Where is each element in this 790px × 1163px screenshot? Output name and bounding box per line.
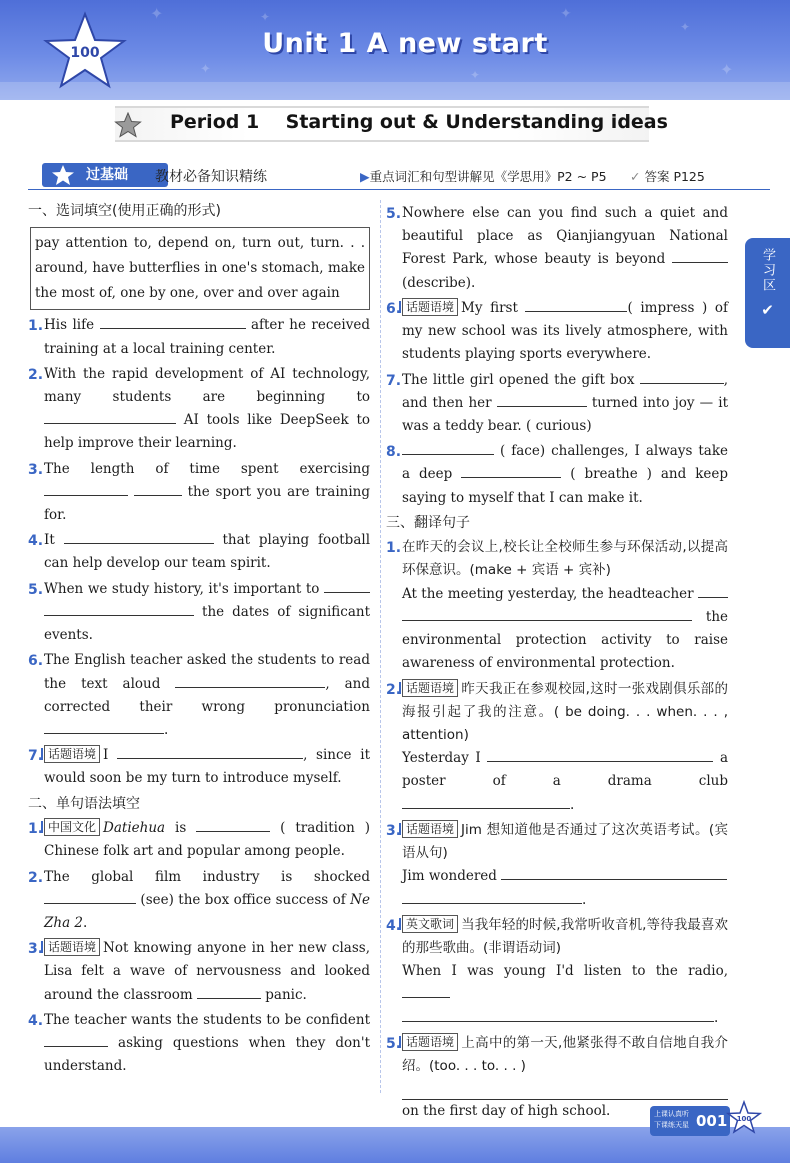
section-subtitle: 教材必备知识精练 <box>155 169 267 185</box>
answer-blank[interactable] <box>402 441 494 455</box>
topic-context-badge: 话题语境 <box>402 820 458 838</box>
translation-item: 2. 话题语境 昨天我正在参观校园,这时一张戏剧俱乐部的海报引起了我的注意。( be doing. . . when. . . , attention) Yesterday I a poster of a drama club . <box>386 680 729 813</box>
answer-blank[interactable] <box>402 607 692 621</box>
period-title: Period 1 Starting out & Understanding ideas <box>170 111 668 133</box>
column-divider <box>380 200 381 1093</box>
star-mascot-logo <box>726 1100 762 1136</box>
answer-blank[interactable] <box>640 370 724 384</box>
part3-heading: 三、翻译句子 <box>386 514 470 531</box>
part2-heading: 二、单句语法填空 <box>28 795 140 812</box>
answer-line[interactable] <box>402 1078 728 1100</box>
answer-blank[interactable] <box>497 393 587 407</box>
topic-context-badge: 话题语境 <box>402 679 458 697</box>
answer-blank[interactable] <box>402 890 582 904</box>
word-bank-line: the most of, one by one, over and over again <box>35 285 340 302</box>
study-area-tab: 学习区 ✔ <box>745 238 790 348</box>
answer-blank[interactable] <box>64 530 214 544</box>
answer-blank[interactable] <box>44 890 136 904</box>
question-item: 4. The teacher wants the students to be confident asking questions when they don't understand. <box>28 1011 371 1075</box>
answer-blank[interactable] <box>698 584 728 598</box>
answer-blank[interactable] <box>324 579 370 593</box>
word-bank <box>30 227 370 310</box>
topic-context-badge: 话题语境 <box>44 745 100 763</box>
translation-item: 5. 话题语境 上高中的第一天,他紧张得不敢自信地自我介绍。(too. . . to. . . ) on the first day of high school. <box>386 1034 728 1120</box>
question-item: 6. 话题语境 My first ( impress ) of my new school was its lively atmosphere, with students playing sports everywhere. <box>386 299 728 363</box>
answer-blank[interactable] <box>44 720 164 734</box>
chinese-culture-badge: 中国文化 <box>44 818 100 836</box>
checkmark-icon: ✓ <box>630 169 641 184</box>
footer-motto: 上课认真听 下课练天星 <box>654 1110 689 1129</box>
answer-blank[interactable] <box>487 748 713 762</box>
part1-heading: 一、选词填空(使用正确的形式) <box>28 203 221 219</box>
question-item: 5. Nowhere else can you find such a quiet and beautiful place as Qianjiangyuan National Forest Park, whose beauty is beyond (describe). <box>386 205 728 291</box>
answer-blank[interactable] <box>402 795 570 809</box>
mascot-icon <box>48 164 78 186</box>
answer-blank[interactable] <box>44 1033 108 1047</box>
star-icon <box>114 112 142 138</box>
answer-blank[interactable] <box>44 482 128 496</box>
answer-blank[interactable] <box>461 464 561 478</box>
question-item: 2. The global film industry is shocked (see) the box office success of Ne Zha 2. <box>28 868 370 931</box>
triangle-icon: ▶ <box>360 169 370 184</box>
answer-blank[interactable] <box>175 674 325 688</box>
word-bank-line: pay attention to, depend on, turn out, turn. . . <box>35 235 365 252</box>
section-tag: 过基础 <box>42 163 168 187</box>
answer-blank[interactable] <box>501 866 727 880</box>
translation-item: 4. 英文歌词 当我年轻的时候,我常听收音机,等待我最喜欢的那些歌曲。(非谓语动词) When I was young I'd listen to the radio, . <box>386 916 728 1026</box>
song-lyric-badge: 英文歌词 <box>402 915 458 933</box>
question-item: 7. The little girl opened the gift box , and then her turned into joy — it was a teddy bear. ( curious) <box>386 371 729 434</box>
question-item: 7. 话题语境 I , since it would soon be my turn to introduce myself. <box>28 747 370 787</box>
page-number-badge <box>650 1106 730 1136</box>
topic-context-badge: 话题语境 <box>402 1033 458 1051</box>
question-item: 8. ( face) challenges, I always take a deep ( breathe ) and keep saying to myself that I can make it. <box>386 443 729 506</box>
period-header <box>0 102 790 146</box>
question-item: 5. When we study history, it's important to the dates of significant events. <box>28 580 370 644</box>
reference-note: ▶重点词汇和句型讲解见《学思用》P2 ~ P5 <box>360 169 607 184</box>
question-item: 4. It that playing football can help develop our team spirit. <box>28 532 371 572</box>
topic-context-badge: 话题语境 <box>402 298 458 316</box>
answer-blank[interactable] <box>402 1008 714 1022</box>
page-number: 001 <box>696 1112 728 1130</box>
answer-blank[interactable] <box>134 482 182 496</box>
translation-item: 1. 在昨天的会议上,校长让全校师生参与环保活动,以提高环保意识。(make + 宾语 + 宾补) At the meeting yesterday, the headteacher the environmental protection activity to raise awareness of environmental protection. <box>386 539 728 672</box>
answer-blank[interactable] <box>100 315 246 329</box>
svg-text:100: 100 <box>70 45 100 61</box>
unit-banner: ✦ ✦ ✦ ✦ ✦ ✦ ✦ 100 Unit 1 A new start <box>0 0 790 100</box>
question-item: 1. 中国文化 Datiehua is ( tradition ) Chinese folk art and popular among people. <box>28 820 370 860</box>
unit-title: Unit 1 A new start <box>262 28 548 59</box>
answer-blank[interactable] <box>44 410 176 424</box>
topic-context-badge: 话题语境 <box>44 938 100 956</box>
answer-blank[interactable] <box>196 818 270 832</box>
section-header <box>28 160 770 190</box>
answer-blank[interactable] <box>44 602 194 616</box>
answer-blank[interactable] <box>672 249 728 263</box>
answer-blank[interactable] <box>402 984 450 998</box>
answer-reference: ✓ 答案 P125 <box>630 169 705 184</box>
question-item: 1. His life after he received training at a local training center. <box>28 317 370 357</box>
answer-blank[interactable] <box>117 745 303 759</box>
right-column <box>386 200 728 1123</box>
question-item: 6. The English teacher asked the students to read the text aloud , and corrected their wrong pronunciation . <box>28 652 370 739</box>
svg-text:100: 100 <box>736 1115 752 1123</box>
question-item: 3. 话题语境 Not knowing anyone in her new class, Lisa felt a wave of nervousness and looked around the classroom panic. <box>28 940 370 1003</box>
answer-blank[interactable] <box>197 985 261 999</box>
question-item: 3. The length of time spent exercising the sport you are training for. <box>28 460 370 524</box>
question-item: 2. With the rapid development of AI technology, many students are beginning to AI tools like DeepSeek to help improve their learning. <box>28 365 370 452</box>
word-bank-line: around, have butterflies in one's stomach, make <box>35 260 365 277</box>
left-column <box>28 200 370 1078</box>
checkmark-icon: ✔ <box>761 301 774 319</box>
answer-blank[interactable] <box>525 298 627 312</box>
translation-item: 3. 话题语境 Jim 想知道他是否通过了这次英语考试。(宾语从句) Jim wondered . <box>386 821 728 908</box>
